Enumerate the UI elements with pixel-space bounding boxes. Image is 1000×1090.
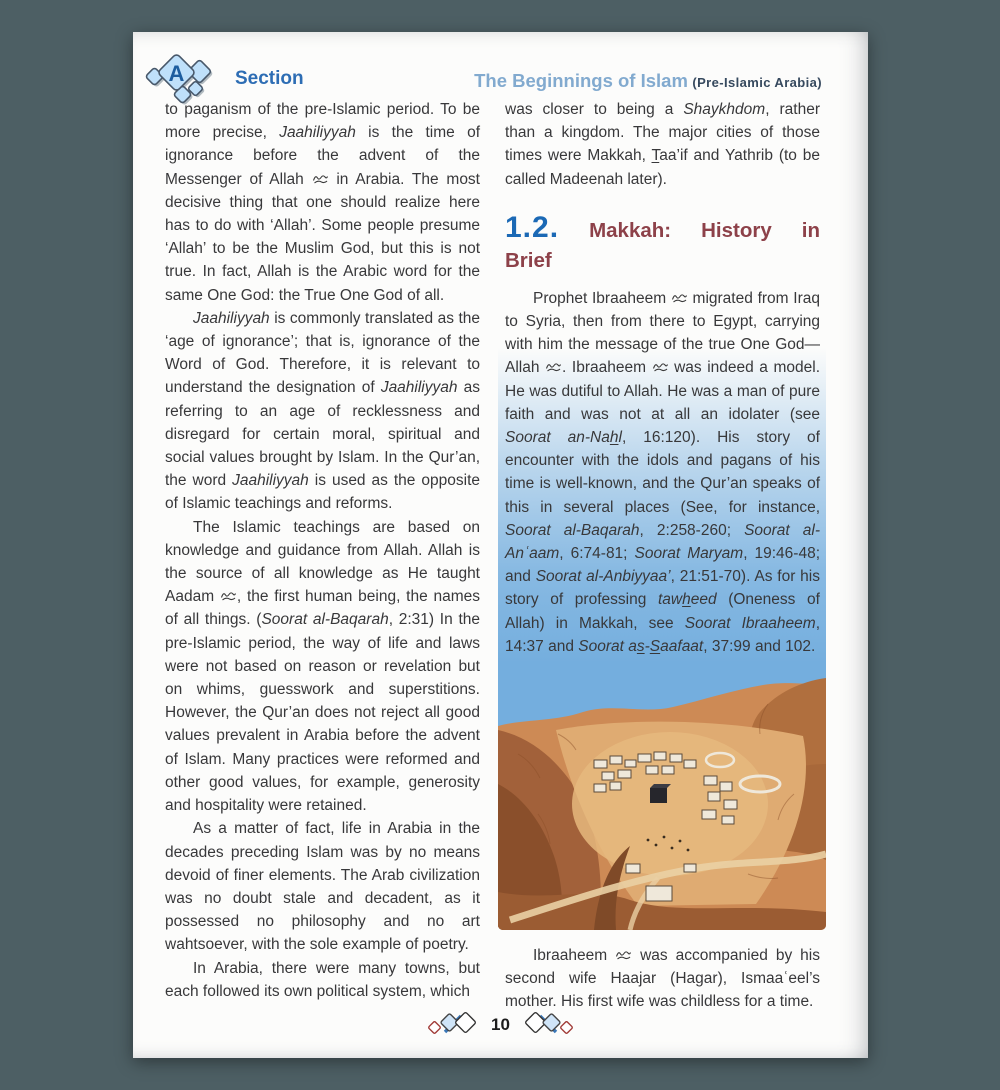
paragraph: Ibraaheem was accompanied by his second wife Haajar (Hagar), Ismaaʿeel’s mother. His first wife was childless for a time. [505,947,820,1011]
page-footer [133,1010,868,1040]
left-text-column [165,98,480,1003]
pbuh-symbol [312,173,329,185]
alayhis-salam-symbol [671,292,688,304]
heading-word: Brief [505,248,552,272]
page-number: 10 [491,1015,510,1034]
alayhis-salam-symbol [615,949,632,961]
alayhis-salam-symbol [220,590,237,602]
book-page [133,32,868,1058]
paragraph: to paganism of the pre-Islamic period. To be more precise, Jaahiliyyah is the time of ignorance before the advent of the Messenger of Allah in Arabia. The most decisive thing that one should realize here has to do with ‘Allah’. Some people presume ‘Allah’ to be the Muslim God, but this is not true. In fact, Allah is the Arabic word for the same One God: the True One God of all. [165,101,480,304]
sky-gradient-panel [498,287,826,664]
footer-ornament-right [520,1010,574,1040]
right-text-column [498,98,826,1014]
paragraph: was closer to being a Shaykhdom, rather than a kingdom. The major cities of those times were Makkah, Taa’if and Yathrib (to be called Madeenah later). [505,101,821,188]
heading-word: History [701,218,772,242]
chapter-title [474,70,822,92]
svg-text:A: A [168,61,185,86]
paragraph: As a matter of fact, life in Arabia in the decades preceding Islam was by no means devoid of finer elements. The Arab civilization was no doubt stale and decadent, as it possessed no philosophy and no art wahtsoever, with the sole example of poetry. [165,820,480,954]
heading-word: Makkah: [589,218,672,242]
heading-word: in [801,218,820,242]
section-heading [498,211,826,273]
ancient-makkah-illustration [498,664,826,930]
section-label: Section [235,68,304,89]
section-number: 1.2. [505,210,560,244]
footer-ornament-left [427,1010,481,1040]
paragraph: Jaahiliyyah is commonly translated as the ‘age of ignorance’; that is, ignorance of the Word of God. Therefore, it is relevant to understand the designation of Jaahiliyyah as referring to an age of recklessness and disregard for certain moral, spiritual and social values brought by Islam. In the Qur’an, the word Jaahiliyyah is used as the opposite of Islamic teachings and reforms. [165,309,481,513]
alayhis-salam-symbol [652,361,669,373]
paragraph: The Islamic teachings are based on knowledge and guidance from Allah. Allah is the source of all knowledge as He taught Aadam , the first human being, the names of all things. (Soorat al-Baqarah, 2:31) In the pre-Islamic period, the way of life and laws were not based on reason or revelation but on whims, guesswork and superstitions. However, the Qur’an does not reject all good values prevalent in Arabia before the advent of Islam. Many practices were reformed and other good values, for example, generosity and hospitality were retained. [165,518,481,815]
chapter-title-subtext: (Pre-Islamic Arabia) [692,75,822,90]
chapter-title-text: The Beginnings of Islam [474,70,688,91]
azza-wajal-symbol [545,361,562,373]
paragraph: Prophet Ibraaheem migrated from Iraq to Syria, then from there to Egypt, carrying with him the message of the true One God—Allah . Ibraaheem was indeed a model. He was dutiful to Allah. He was a man of pure faith and was not at all an idolater (see Soorat an-Nahl, 16:120). His story of encounter with the idols and pagans of his time is well-known, and the Qur’an speaks of this in several places (See, for instance, Soorat al-Baqarah, 2:258-260; Soorat al-Anʿaam, 6:74-81; Soorat Maryam, 19:46-48; and Soorat al-Anbiyyaa’, 21:51-70). As for his story of professing tawheed (Oneness of Allah) in Makkah, see Soorat Ibraaheem, 14:37 and Soorat as-Saafaat, 37:99 and 102. [505,289,821,655]
paragraph: In Arabia, there were many towns, but each followed its own political system, which [165,959,480,1000]
